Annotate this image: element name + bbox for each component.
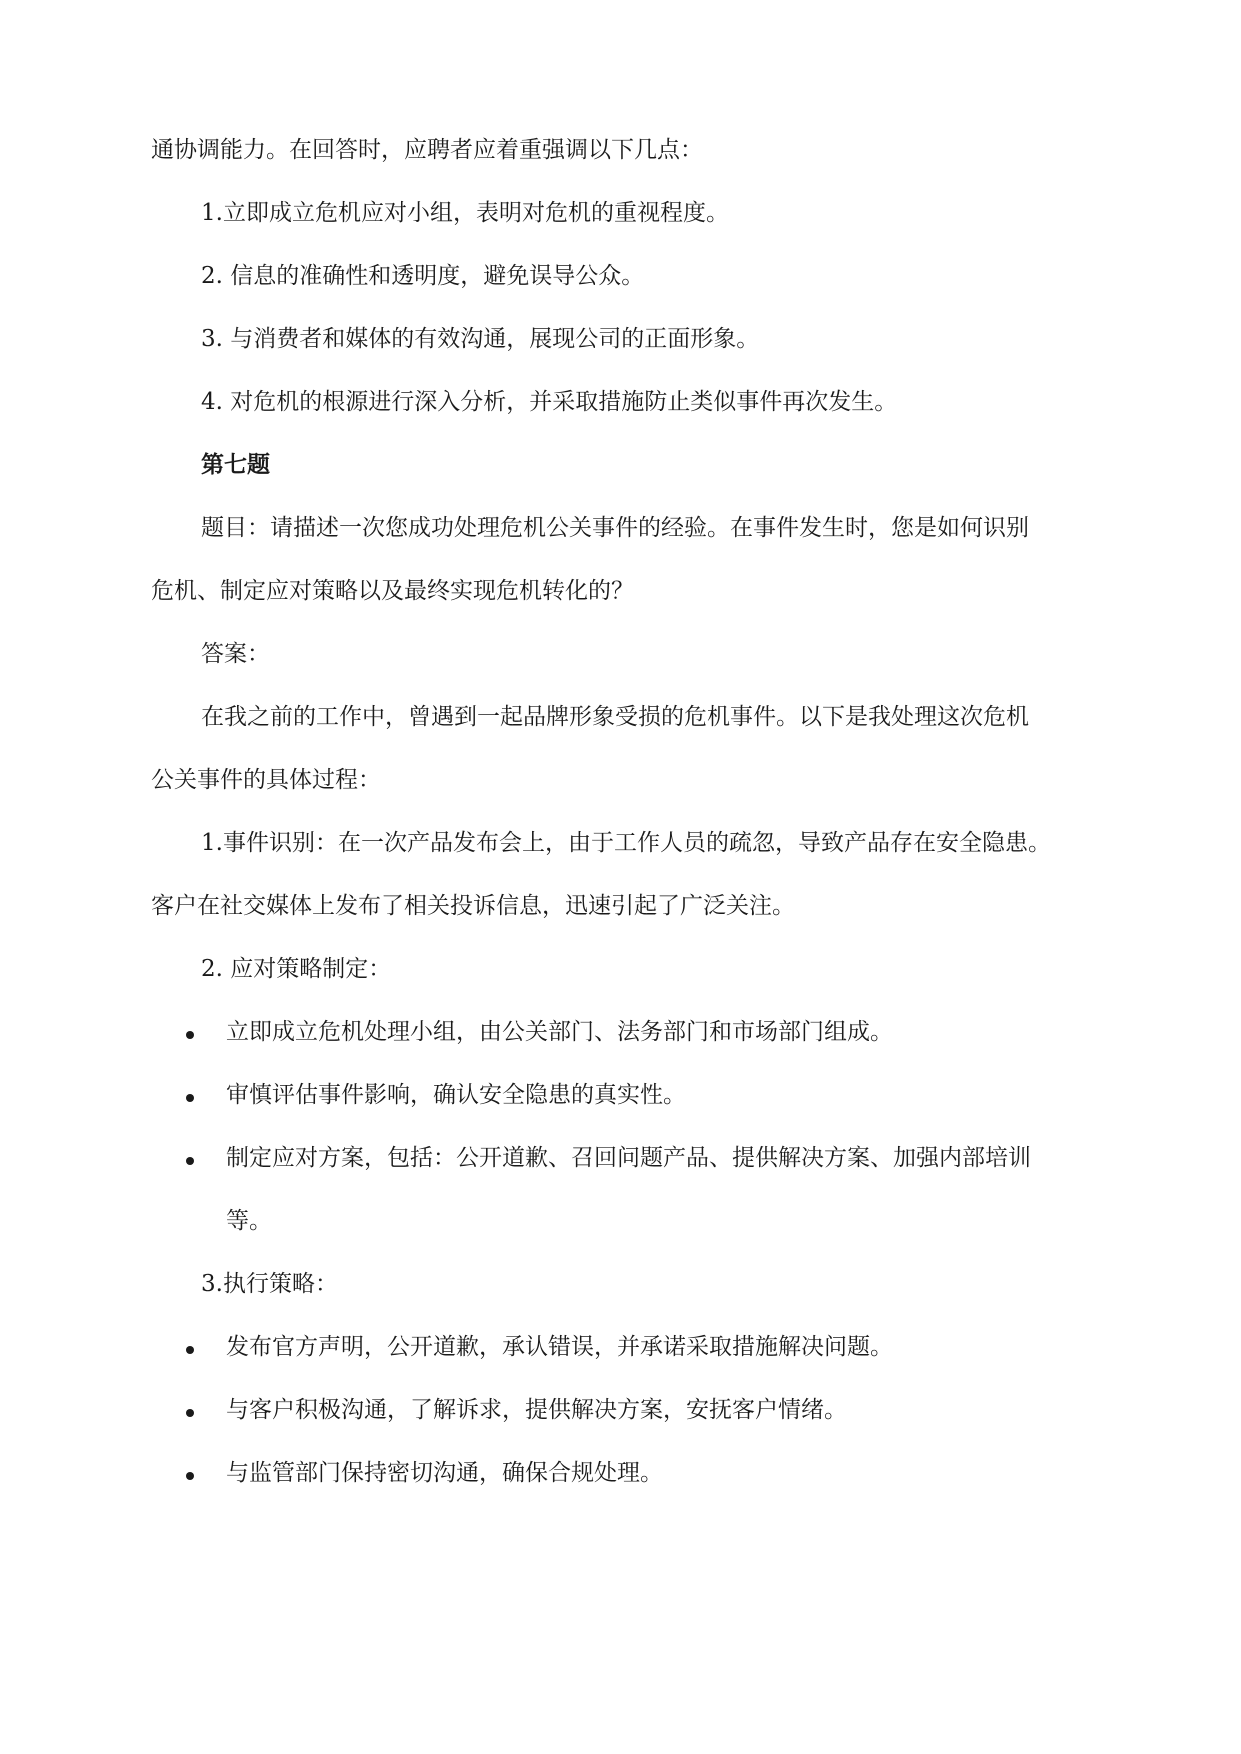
bullet-item: 审慎评估事件影响，确认安全隐患的真实性。 [226, 1082, 686, 1108]
question-line: 危机、制定应对策略以及最终实现危机转化的？ [151, 578, 634, 604]
step-label: 2. 应对策略制定： [201, 956, 392, 982]
bullet-item: 制定应对方案，包括：公开道歉、召回问题产品、提供解决方案、加强内部培训 [226, 1145, 1031, 1171]
answer-label: 答案： [201, 641, 270, 667]
bullet-icon [186, 1157, 194, 1165]
bullet-item: 立即成立危机处理小组，由公关部门、法务部门和市场部门组成。 [226, 1019, 893, 1045]
bullet-icon [186, 1346, 194, 1354]
bullet-item: 发布官方声明，公开道歉，承认错误，并承诺采取措施解决问题。 [226, 1334, 893, 1360]
list-item: 3. 与消费者和媒体的有效沟通，展现公司的正面形象。 [201, 326, 760, 352]
question-line: 题目：请描述一次您成功处理危机公关事件的经验。在事件发生时，您是如何识别 [201, 515, 1029, 541]
bullet-icon [186, 1094, 194, 1102]
bullet-icon [186, 1409, 194, 1417]
list-item: 2. 信息的准确性和透明度，避免误导公众。 [201, 263, 645, 289]
paragraph-line: 在我之前的工作中，曾遇到一起品牌形象受损的危机事件。以下是我处理这次危机 [201, 704, 1029, 730]
bullet-icon [186, 1031, 194, 1039]
list-item: 4. 对危机的根源进行深入分析，并采取措施防止类似事件再次发生。 [201, 389, 898, 415]
section-heading: 第七题 [201, 451, 270, 478]
paragraph-line: 公关事件的具体过程： [151, 767, 381, 793]
list-item: 1.立即成立危机应对小组，表明对危机的重视程度。 [201, 200, 729, 226]
step-label: 3.执行策略： [201, 1271, 338, 1297]
bullet-item: 与监管部门保持密切沟通，确保合规处理。 [226, 1460, 663, 1486]
bullet-icon [186, 1472, 194, 1480]
bullet-item-continuation: 等。 [226, 1208, 272, 1234]
paragraph-line: 通协调能力。在回答时，应聘者应着重强调以下几点： [151, 137, 703, 163]
bullet-item: 与客户积极沟通，了解诉求，提供解决方案，安抚客户情绪。 [226, 1397, 847, 1423]
step-line: 1.事件识别：在一次产品发布会上，由于工作人员的疏忽，导致产品存在安全隐患。 [201, 830, 1051, 856]
step-line: 客户在社交媒体上发布了相关投诉信息，迅速引起了广泛关注。 [151, 893, 795, 919]
